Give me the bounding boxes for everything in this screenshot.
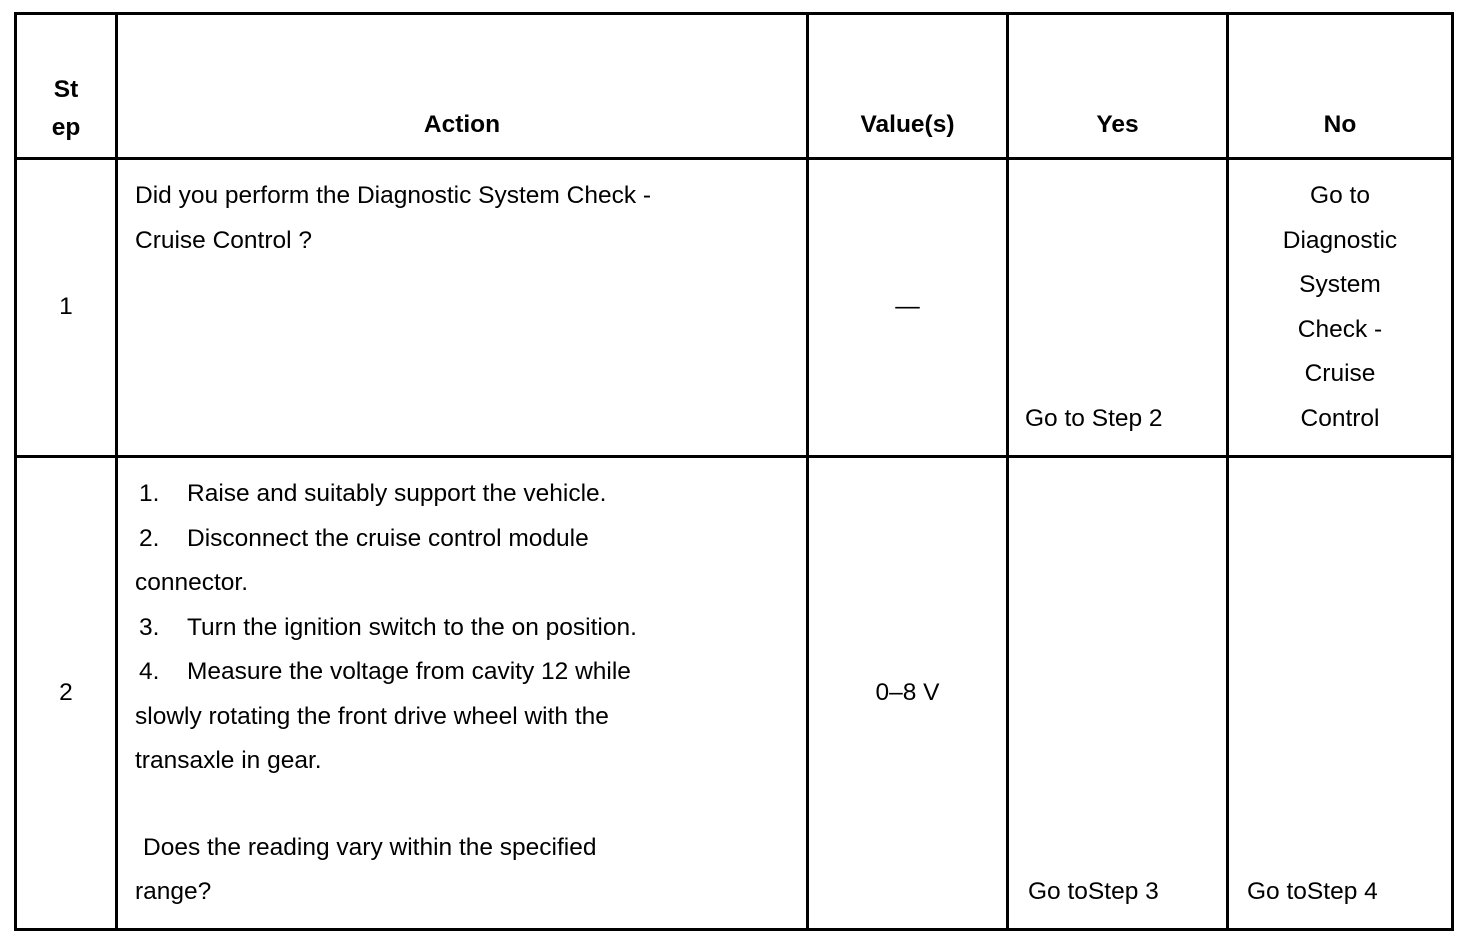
action-steps-list (135, 472, 796, 784)
no-cell (1228, 159, 1453, 457)
list-item-continuation: slowly rotating the front drive wheel with the (135, 702, 609, 730)
value-cell: 0–8 V (808, 457, 1008, 930)
list-item (135, 606, 796, 651)
no-line: Diagnostic (1282, 226, 1398, 254)
list-item-text: Raise and suitably support the vehicle. (187, 480, 607, 507)
no-cell: Go toStep 4 (1228, 457, 1453, 930)
header-step (16, 14, 117, 159)
table-row (16, 457, 1453, 930)
list-item (135, 650, 796, 784)
list-item-continuation: transaxle in gear. (135, 747, 322, 774)
question-line: Does the reading vary within the specified (143, 833, 597, 861)
no-line: Check - (1297, 315, 1383, 343)
header-step-line2: ep (51, 114, 81, 141)
header-yes: Yes (1008, 14, 1228, 159)
table-row (16, 159, 1453, 457)
action-line: Cruise Control ? (135, 226, 313, 254)
yes-cell: Go to Step 2 (1008, 159, 1228, 457)
no-line: Cruise (1304, 360, 1376, 387)
list-item-text: Measure the voltage from cavity 12 while (187, 658, 631, 685)
no-line: Control (1300, 404, 1380, 432)
yes-cell: Go toStep 3 (1008, 457, 1228, 930)
question-text (135, 826, 796, 915)
question-line: range? (135, 878, 212, 905)
no-line: Go to (1310, 182, 1370, 209)
header-no: No (1228, 14, 1453, 159)
step-number: 1 (16, 159, 117, 457)
list-item (135, 472, 796, 517)
header-action: Action (117, 14, 808, 159)
no-line: System (1299, 271, 1381, 298)
action-cell (117, 457, 808, 930)
action-cell (117, 159, 808, 457)
list-item-number: 1. (139, 480, 160, 507)
no-cell-lines (1239, 174, 1441, 441)
header-step-line1: St (53, 76, 79, 103)
list-item-number: 3. (139, 613, 160, 641)
header-values: Value(s) (808, 14, 1008, 159)
list-item-text: Disconnect the cruise control module (187, 524, 589, 552)
list-item-continuation: connector. (135, 569, 249, 596)
list-item-number: 4. (139, 658, 160, 685)
diagnostic-table (14, 12, 1454, 931)
action-line: Did you perform the Diagnostic System Check - (135, 182, 652, 209)
list-item-number: 2. (139, 524, 160, 552)
list-item-text: Turn the ignition switch to the on position. (187, 613, 637, 641)
list-item (135, 517, 796, 606)
value-cell: — (808, 159, 1008, 457)
header-row (16, 14, 1453, 159)
step-number: 2 (16, 457, 117, 930)
